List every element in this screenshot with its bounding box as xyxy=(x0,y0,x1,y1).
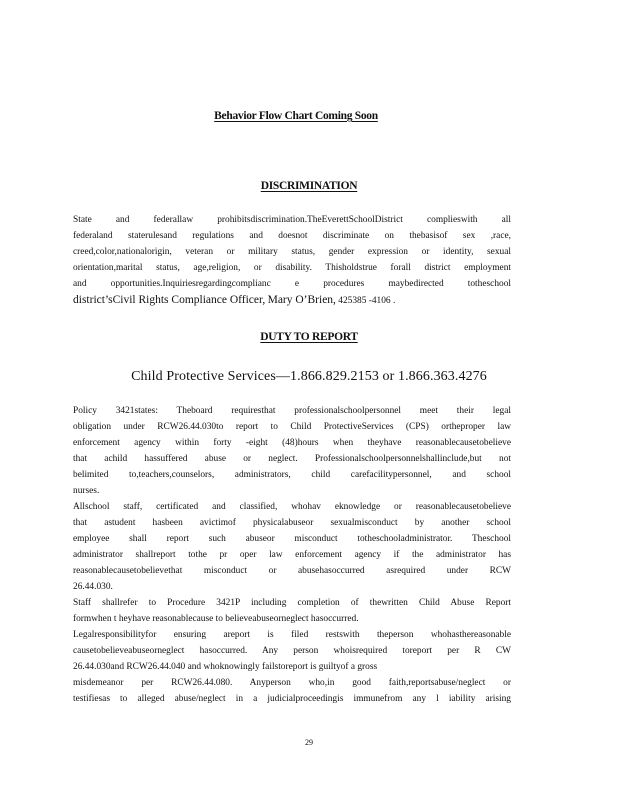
paragraph-line: nurses. xyxy=(73,486,100,496)
paragraph-line: Staff shallrefer to Procedure 3421P including completion of thewritten Child Abuse Report xyxy=(73,598,511,608)
paragraph-line-compliance-officer xyxy=(73,292,511,308)
paragraph-line: misdemeanor per RCW26.44.080. Anyperson who,in good faith,reportsabuse/neglect or xyxy=(73,678,511,688)
paragraph-line: Policy 3421states: Theboard requiresthat professionalschoolpersonnel meet their legal xyxy=(73,406,511,416)
page-number: 29 xyxy=(305,738,313,747)
flow-chart-heading xyxy=(0,110,618,122)
paragraph-line: federaland staterulesand regulations and doesnot discriminate on thebasisof sex ,race, xyxy=(73,231,511,241)
discrimination-heading xyxy=(0,180,618,192)
paragraph-line: Legalresponsibilityfor ensuring areport is filed restswith theperson whohasthereasonable xyxy=(73,630,511,640)
discrimination-paragraph xyxy=(73,212,511,308)
paragraph-line: that achild hassuffered abuse or neglect. Professionalschoolpersonnelshallinclude,but not xyxy=(73,454,511,464)
policy-paragraph xyxy=(73,403,511,707)
duty-to-report-heading-text: DUTY TO REPORT xyxy=(260,331,358,343)
paragraph-line: causetobelieveabuseorneglect hasoccurred. Any person whoisrequired toreport per R CW xyxy=(73,646,511,656)
paragraph-line: Allschool staff, certificated and classified, whohav eknowledge or reasonablecausetobelieve xyxy=(73,502,511,512)
paragraph-line: administrator shallreport tothe pr oper law enforcement agency if the administrator has xyxy=(73,550,511,560)
paragraph-line: and opportunities.Inquiriesregardingcomplianc e procedures maybedirected totheschool xyxy=(73,279,511,289)
paragraph-line: enforcement agency within forty -eight (48)hours when theyhave reasonablecausetobelieve xyxy=(73,438,511,448)
discrimination-heading-text: DISCRIMINATION xyxy=(260,180,358,192)
flow-chart-heading-text: Behavior Flow Chart Coming Soon xyxy=(214,110,378,122)
paragraph-line: employee shall report such abuseor misconduct totheschooladministrator. Theschool xyxy=(73,534,511,544)
officer-phone: 425385 -4106 . xyxy=(338,296,396,306)
paragraph-line: 26.44.030. xyxy=(73,582,113,592)
paragraph-line: 26.44.030and RCW26.44.040 and whoknowingly failstoreport is guiltyof a gross xyxy=(73,662,378,672)
paragraph-line: formwhen t heyhave reasonablecause to believeabuseorneglect hasoccurred. xyxy=(73,614,359,624)
paragraph-line: State and federallaw prohibitsdiscrimination.TheEverettSchoolDistrict complieswith all xyxy=(73,215,511,225)
paragraph-line: orientation,marital status, age,religion, or disability. Thisholdstrue forall district employment xyxy=(73,263,511,273)
paragraph-line: belimited to,teachers,counselors, administrators, child carefacilitypersonnel, and school xyxy=(73,470,511,480)
cps-phone-line: Child Protective Services—1.866.829.2153 or 1.866.363.4276 xyxy=(131,369,487,384)
paragraph-line: creed,color,nationalorigin, veteran or military status, gender expression or identity, sexual xyxy=(73,247,511,257)
paragraph-line: that astudent hasbeen avictimof physicalabuseor sexualmisconduct by another school xyxy=(73,518,511,528)
paragraph-line: obligation under RCW26.44.030to report to Child ProtectiveServices (CPS) ortheproper law xyxy=(73,422,511,432)
officer-name: Mary O’Brien, xyxy=(267,294,336,306)
duty-to-report-heading xyxy=(0,331,618,343)
district-officer-label: district’sCivil Rights Compliance Officer, xyxy=(73,294,266,306)
paragraph-line: reasonablecausetobelievethat misconduct or abusehasoccurred asrequired under RCW xyxy=(73,566,511,576)
paragraph-line: testifiesas to alleged abuse/neglect in a judicialproceedingis immunefrom any l iability arising xyxy=(73,694,511,704)
